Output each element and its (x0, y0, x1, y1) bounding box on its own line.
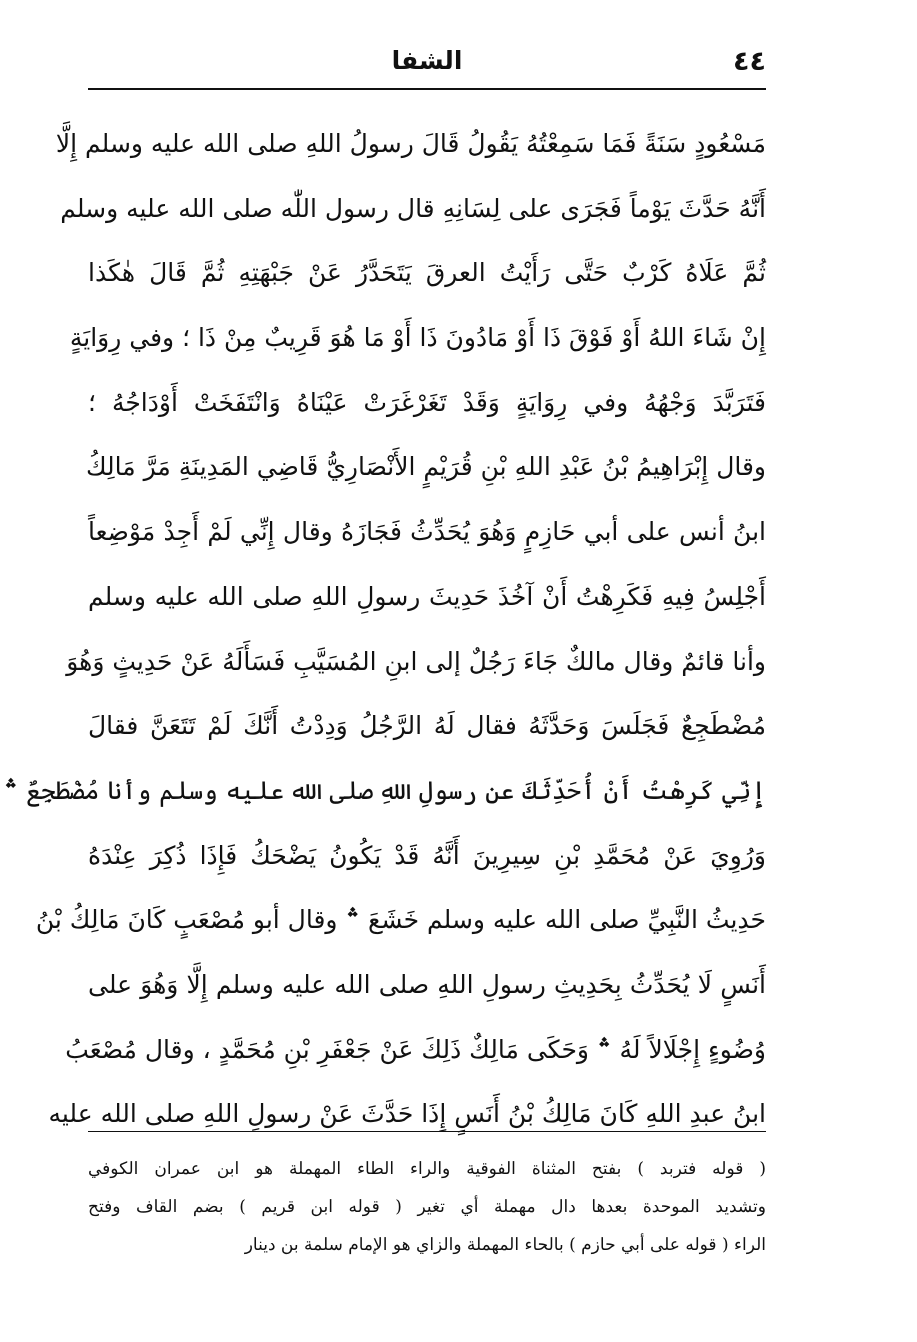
text-line: وأنا قائمٌ وقال مالكٌ جَاءَ رَجُلٌ إلى ابنِ المُسَيَّبِ فَسَأَلَهُ عَنْ حَدِيثٍ وَهُوَ (66, 646, 766, 676)
header-rule (88, 88, 766, 90)
footnote-line: وتشديد الموحدة بعدها دال مهملة أي تغير ( قوله ابن قريم ) بضم القاف وفتح (88, 1197, 767, 1217)
text-line: مُضْطَجِعٌ فَجَلَسَ وَحَدَّثَهُ فقال لَهُ الرَّجُلُ وَدِدْتُ أَنَّكَ لَمْ تَتَعَنَّ فقالَ (88, 711, 766, 741)
text-line: وَرُوِيَ عَنْ مُحَمَّدِ بْنِ سِيرِينَ أَنَّهُ قَدْ يَكُونُ يَضْحَكُ فَإِذَا ذُكِرَ عِنْدَهُ (88, 840, 766, 870)
footnotes (88, 1150, 766, 1264)
footnote-rule (88, 1131, 766, 1132)
text-line: ابنُ عبدِ اللهِ كَانَ مَالِكُ بْنُ أَنَسٍ إِذَا حَدَّثَ عَنْ رسولِ اللهِ صلى الله عليه (48, 1099, 766, 1129)
footnote-line: الراء ( قوله على أبي حازم ) بالحاء المهملة والزاي هو الإمام سلمة بن دينار (244, 1235, 766, 1255)
text-line: حَدِيثُ النَّبِيِّ صلى الله عليه وسلم خَشَعَ ؞ وقال أبو مُصْعَبٍ كَانَ مَالِكُ بْنُ (35, 905, 766, 935)
text-line: ثُمَّ عَلَاهُ كَرْبٌ حَتَّى رَأَيْتُ العرقَ يَتَحَدَّرُ عَنْ جَبْهَتِهِ ثُمَّ قَالَ هٰكَذا (88, 258, 766, 288)
text-line: أَجْلِسُ فِيهِ فَكَرِهْتُ أَنْ آخُذَ حَدِيثَ رسولِ اللهِ صلى الله عليه وسلم (88, 581, 766, 611)
page-number: ٤٤ (733, 46, 766, 77)
text-line: وُضُوءٍ إِجْلَالاً لَهُ ؞ وَحَكَى مَالِكٌ ذَلِكَ عَنْ جَعْفَرِ بْنِ مُحَمَّدٍ ، وقال مُصْعَبُ (65, 1034, 766, 1064)
text-line: مَسْعُودٍ سَنَةً فَمَا سَمِعْتُهُ يَقُولُ قَالَ رسولُ اللهِ صلى الله عليه وسلم إِلَّا (55, 129, 766, 158)
text-line: أَنَّهُ حَدَّثَ يَوْماً فَجَرَى على لِسَانِهِ قال رسول اللّٰه صلى الله عليه وسلم (60, 193, 766, 223)
text-line: فَتَرَبَّدَ وَجْهُهُ وفي رِوَايَةٍ وَقَدْ تَغَرْغَرَتْ عَيْنَاهُ وَانْتَفَخَتْ أَوْدَاجُهُ ؛ (88, 387, 766, 417)
text-line: أَنَسٍ لَا يُحَدِّثُ بِحَدِيثِ رسولِ اللهِ صلى الله عليه وسلم إِلَّا وَهُوَ على (88, 969, 766, 999)
text-line: ابنُ أنس على أبي حَازِمٍ وَهُوَ يُحَدِّثُ فَجَازَهُ وقال إِنِّي لَمْ أَجِدْ مَوْضِعاً (88, 517, 766, 547)
main-text (3, 112, 766, 1147)
text-line: إِنْ شَاءَ اللهُ أَوْ فَوْقَ ذَا أَوْ مَادُونَ ذَا أَوْ مَا هُوَ قَرِيبٌ مِنْ ذَا ؛ وفي رِوَايَةٍ (69, 323, 766, 353)
running-head (88, 42, 766, 86)
footnote-line: ( قوله فتربد ) بفتح المثناة الفوقية والراء الطاء المهملة هو ابن عمران الكوفي (88, 1159, 766, 1179)
text-line: إِنِّي كَرِهْتُ أَنْ أُحَدِّثَكَ عن رسولِ اللهِ صلى الله عليه وسلم وأنا مُضْطَجِعٌ ؞ (3, 775, 766, 805)
running-title: الشفا (391, 46, 463, 75)
text-line: وقال إِبْرَاهِيمُ بْنُ عَبْدِ اللهِ بْنِ قُرَيْمٍ الأَنْصَارِيُّ قَاضِي المَدِينَةِ مَرَّ مَالِكُ (85, 452, 766, 482)
